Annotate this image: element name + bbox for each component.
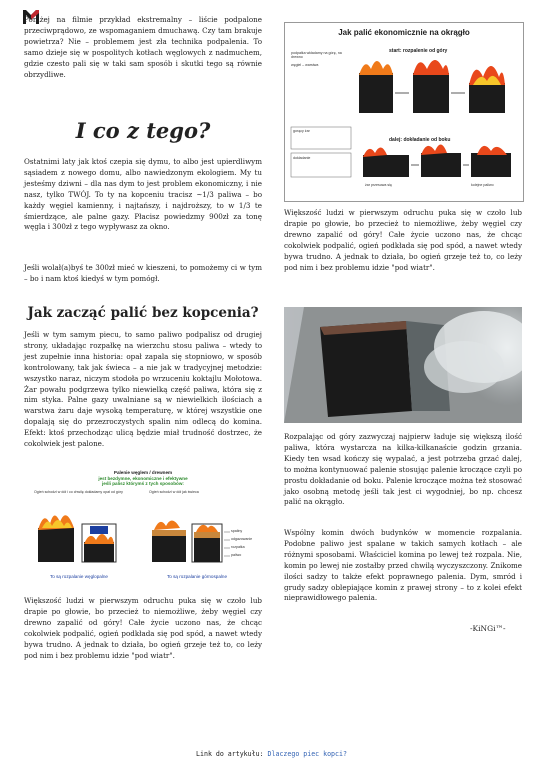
- figure2-label-dokladanie: dokładanie: [293, 156, 311, 160]
- article-link[interactable]: Dlaczego piec kopci?: [267, 750, 347, 758]
- figure1-subtitle2: jeśli palisz którymś z tych sposobów:: [102, 481, 184, 487]
- figure-burning-methods: [24, 470, 262, 588]
- figure1-caption-left: To są rozpalanie węglopalne: [50, 574, 108, 579]
- figure2-label-podpalka: podpałka wkładamy na górę, na drewno: [291, 51, 342, 60]
- figure2-start-label: start: rozpalenie od góry: [389, 48, 448, 54]
- intro-paragraph: Poniżej na filmie przykład ekstremalny – liście podpalone przeciwprądowo, ze wspomaganiem dmuchawą. Czy tam brakuje powietrza? Nie – problemem jest zła technika podpalenia. To samo dzieje się w pospolitych kotłach węglowych z nadmuchem, gdzie czesto pali się w taki sam sposób i skutki tego są równie obrzydliwe.: [24, 15, 262, 79]
- heading-jak-zaczac: Jak zacząć palić bez kopcenia?: [27, 305, 259, 321]
- figure1-note-left: Ogień schodzi w dół i co chwilę dokładamy opał od góry: [34, 490, 123, 494]
- paragraph-top-lighting: Rozpalając od góry zazwyczaj najpierw ładuje się większą ilość paliwa, która wystarcza na kilka-kilkanaście godzin grzania. Kiedy ten wsad kończy się wypalać, a jest potrzeba grzać dalej, to można kontynuować palenie stosując palenie kroczące czyli po prostu dokładanie od boku. Palenie kroczące można też stosować jako osobną metodę jeśli tak jest ci wygodniej, bo np. chcesz palić na okrągło.: [284, 432, 522, 507]
- paragraph-most-people: Większość ludzi w pierwszym odruchu puka się w czoło lub drapie po głowie, bo przecież to niemożliwe, żeby węgiel czy drewno zapalić od góry! Całe życie uczono nas, że chcąc cokolwiek podpalić, ogień podkłada się pod spód, a nawet wtedy bywa trudno. A jednak to działa, bo ogień grzeje też to, co leży pod nim i bez problemu idzie "pod wiatr".: [24, 596, 262, 660]
- paragraph-economics: Ostatnimi laty jak ktoś czepia się dymu, to albo jest upierdliwym sąsiadem z nowego domu, albo nawiedzonym ekologiem. My tu jesteśmy dziwni – dla nas dym to jest problem ekonomiczny, i nie nasz, tylko TWÓJ. To ty na kopceniu tracisz ~1/3 paliwa – bo każdy węgiel kamienny, i najtańszy, i najdroższy, to w 1/3 te śmierdzące, ale palne gazy. Płacisz powiedzmy 900zł za tonę węgla i 300zł z tego wypływasz za okno.: [24, 157, 262, 232]
- paragraph-top-down: Jeśli w tym samym piecu, to samo paliwo podpalisz od drugiej strony, układając rozpałkę na wierzchu stosu paliwa – wtedy to jest zupełnie inna historia: opał zapala się stopniowo, w sposób kontrolowany, tak jak świeca – a nie jak w tradycyjnej metodzie: wszystko naraz, niczym stodoła po wrzuceniu koktajlu Mołotowa. Żar powału podgrzewa tylko niewielką część paliwa, która się z nim styka. Palne gazy uwalniane są w niewielkich ilościach a warstwa żaru daje wysoką temperaturę, w której wszystkie one dopalają się do przezroczystych spalin nim odlecą do komina. Efekt: ktoś przechodząc ulicą będzie miał trudność dostrzec, że cokolwiek jest palone.: [24, 330, 262, 449]
- paragraph-help: Jeśli wolał(a)byś te 300zł mieć w kieszeni, to pomożemy ci w tym – bo i nam ktoś kiedyś w tym pomógł.: [24, 263, 262, 283]
- figure2-label-zar: gorący żar: [293, 129, 310, 133]
- figure2-label-wegiel: węgiel – warstwa: [291, 63, 319, 67]
- legend-rozpalka: rozpałka: [231, 545, 245, 549]
- legend-paliwo: paliwo: [231, 553, 242, 557]
- chimney-photo: [284, 307, 522, 423]
- author-signature: -KiNGi™-: [470, 624, 506, 633]
- article-link-label: Link do artykułu:: [196, 750, 264, 758]
- figure2-label-kolejne: kolejne paliwo: [471, 183, 494, 187]
- paragraph-shared-chimney: Wspólny komin dwóch budynków w momencie rozpalania. Podobne paliwo jest spalane w takich samych kotłach – ale różnymi sposobami. Właściciel komina po lewej też rozpala. Nie, komin po lewej nie zostałby przed chwilą wyczyszczony. Znikome ilości sadzy to także efekt poprawnego palenia. Dym, smród i grudy sadzy oblepiające komin z prawej strony – to z kolei efekt nieprawidłowego palenia.: [284, 528, 522, 603]
- legend-odgazowanie: odgazowanie: [231, 537, 253, 541]
- figure1-note-right: Ogień schodzi w dół jak świeca: [149, 490, 199, 494]
- paragraph-most-people-right: Większość ludzi w pierwszym odruchu puka się w czoło lub drapie po głowie, bo przecież to niemożliwe, żeby węgiel czy drewno zapalić od góry! Całe życie uczono nas, że chcąc cokolwiek podpalić, ogień podkłada się pod spód, a nawet wtedy bywa trudno. A jednak to działa, bo ogień grzeje też to, co leży pod nim i bez problemu idzie "pod wiatr".: [284, 208, 522, 272]
- figure2-next-label: dalej: dokładanie od boku: [389, 137, 451, 143]
- figure2-diagram: [285, 23, 523, 201]
- figure1-title: Palenie węglem / drewnem: [113, 470, 173, 475]
- figure2-title: Jak palić ekonomicznie na okrągło: [338, 28, 470, 37]
- heading-i-co-z-tego: I co z tego?: [75, 118, 211, 143]
- figure-round-burning: [284, 22, 524, 202]
- figure1-caption-right: To są rozpalanie górnospalne: [166, 574, 227, 579]
- legend-spaliny: spaliny: [231, 529, 243, 533]
- figure2-label-przesuwa: żar przesuwa się: [365, 183, 392, 187]
- figure1-diagram: [24, 502, 262, 572]
- figure1-subtitle: jest bezdymne, ekonomiczne i efektywne: [98, 475, 188, 481]
- article-link-footer: [0, 750, 543, 758]
